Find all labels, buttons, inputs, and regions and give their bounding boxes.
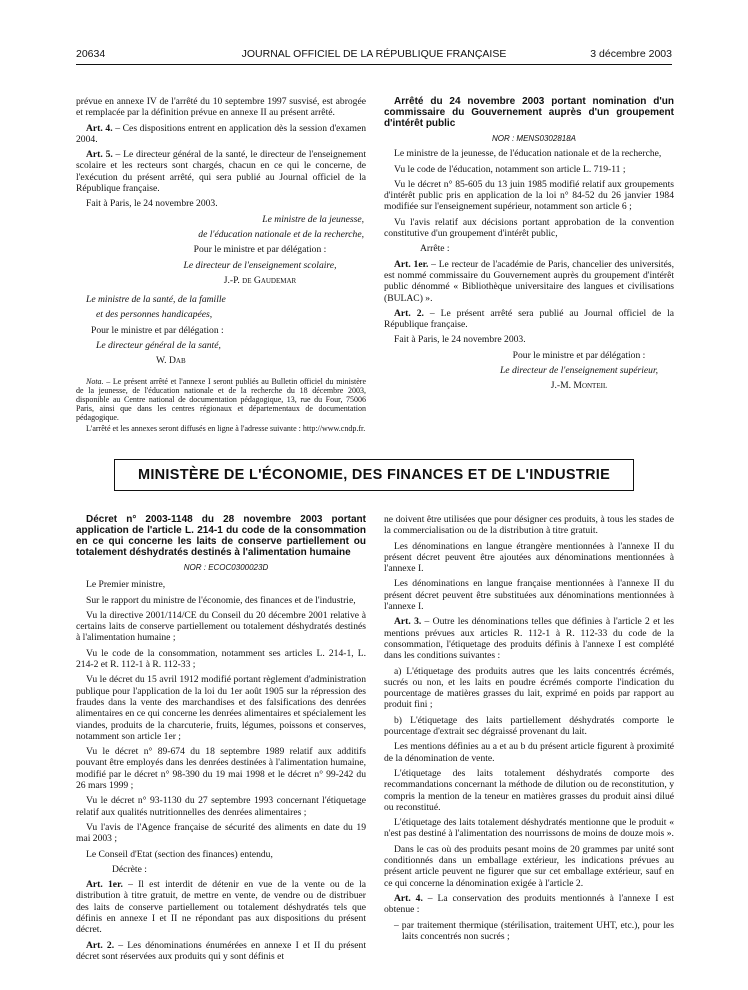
article-label: Art. 1er. <box>394 258 429 270</box>
paragraph: Le Premier ministre, <box>86 579 166 591</box>
nor-reference: NOR : ECOC0300023D <box>183 563 269 572</box>
paragraph: Vu le décret n° 89-674 du 18 septembre 1989 relatif aux additifs pouvant être employés dans les denrées destinées à l'alimentation humaine, modifié par le décret n° 98-390 du 19 mai 1998 et le décret n° 99-242 du 26 mars 1999 ; <box>76 746 366 792</box>
paragraph: Vu le décret n° 85-605 du 13 juin 1985 modifié relatif aux groupements d'intérêt public pris en application de la loi n° 84-52 du 26 janvier 1984 modifiée sur l'enseignement supérieur, notamment son article 6 ; <box>384 178 674 213</box>
paragraph: Vu le décret n° 93-1130 du 27 septembre 1993 concernant l'étiquetage relatif aux qualités nutritionnelles des denrées alimentaires ; <box>76 795 366 818</box>
item-a: a) L'étiquetage des produits autres que les laits concentrés écrémés, sucrés ou non, et les laits en poudre écrémés comporte l'indication du pourcentage de matières grasses du lait, exprimé en poids par rapport au produit fini ; <box>384 665 674 711</box>
article-4 <box>384 893 674 916</box>
sig-line: Le ministre de la santé, de la famille <box>86 294 226 306</box>
issue-date: 3 décembre 2003 <box>590 48 672 60</box>
article-text: – Le directeur général de la santé, le directeur de l'enseignement scolaire et les recteurs sont chargés, chacun en ce qui le concerne, de l'exécution du présent arrêté, qui sera publié au Journal officiel de la République française. <box>76 149 366 195</box>
sig-line: de l'éducation nationale et de la recherche, <box>198 228 364 240</box>
paragraph: Les dénominations en langue étrangère mentionnées à l'annexe II du présent décret peuvent être ajoutées aux dénominations mentionnées à l'annexe I. <box>384 540 674 575</box>
article-2 <box>76 940 366 963</box>
paragraph: Vu l'avis relatif aux décisions portant approbation de la convention constitutive d'un groupement d'intérêt public, <box>384 216 674 240</box>
decree-title: Arrêté du 24 novembre 2003 portant nomination d'un commissaire du Gouvernement auprès d'un groupement d'intérêt public <box>384 96 674 129</box>
nota <box>76 377 366 433</box>
bottom-right-column <box>384 514 674 942</box>
article-1 <box>384 259 674 304</box>
article-text: – Ces dispositions entrent en application dès la session d'examen 2004. <box>76 122 367 145</box>
article-1 <box>76 879 366 935</box>
paragraph: Vu l'avis de l'Agence française de sécurité des aliments en date du 19 mai 2003 ; <box>76 821 366 845</box>
signatory-name: J.-P. de Gaudemar <box>223 274 297 286</box>
article-text: – La conservation des produits mentionnés à l'annexe I est obtenue : <box>384 892 675 916</box>
paragraph: prévue en annexe IV de l'arrêté du 10 septembre 1997 susvisé, est abrogée et remplacée par la définition prévue en annexe II au présent arrêté. <box>76 96 366 119</box>
nota-label: Nota. <box>86 376 104 386</box>
paragraph: Vu le code de la consommation, notamment ses articles L. 214-1, L. 214-2 et R. 112-1 à R. 112-33 ; <box>76 647 366 671</box>
article-label: Art. 5. <box>86 149 113 161</box>
dash-list <box>384 920 674 943</box>
top-left-column <box>76 96 366 434</box>
article-label: Art. 2. <box>86 939 115 951</box>
paragraph: Sur le rapport du ministre de l'économie, des finances et de l'industrie, <box>86 594 356 606</box>
sig-line: Le directeur de l'enseignement supérieur, <box>499 365 659 377</box>
signatory-name: J.-M. Monteil <box>550 380 608 392</box>
sig-line: Le ministre de la jeunesse, <box>262 213 364 225</box>
ministry-banner <box>114 459 634 491</box>
article-text: – Le présent arrêté sera publié au Journal officiel de la République française. <box>384 307 674 331</box>
article-text: – Les dénominations énumérées en annexe I et II du présent décret sont réservées aux produits qui y sont définis et <box>76 939 366 962</box>
article-label: Art. 4. <box>86 122 113 134</box>
decree-title: Décret n° 2003-1148 du 28 novembre 2003 portant application de l'article L. 214-1 du code de la consommation en ce qui concerne les laits de conserve partiellement ou totalement déshydratés destinés à l'alimentation humaine <box>76 514 366 558</box>
paragraph: L'étiquetage des laits totalement déshydratés comporte des recommandations concernant la méthode de dilution ou de reconstitution, y compris la mention de la teneur en matières grasses du produit ainsi dilué ou reconstitué. <box>384 767 674 813</box>
sig-line: Pour le ministre et par délégation : <box>193 244 327 256</box>
article-2 <box>384 308 674 331</box>
article-4 <box>76 123 366 146</box>
signature-block-2 <box>76 294 366 366</box>
arrete-line: Arrête : <box>420 243 450 255</box>
paragraph: Dans le cas où des produits pesant moins de 20 grammes par unité sont conditionnés dans un emballage extérieur, les indications prévues au présent article peuvent ne figurer que sur cet emballage extérieur, sauf en ce qui concerne la dénomination exigée à l'article 2. <box>384 843 674 889</box>
article-5 <box>76 149 366 194</box>
article-label: Art. 3. <box>394 616 422 628</box>
article-text: – Outre les dénominations telles que définies à l'article 2 et les mentions prévues aux articles R. 112-1 à R. 112-33 du code de la consommation, l'étiquetage des produits définis à l'annexe I est complété dans les conditions suivantes : <box>384 616 674 662</box>
paragraph: Vu la directive 2001/114/CE du Conseil du 20 décembre 2001 relative à certains laits de conserve partiellement ou totalement déshydratés destinés à l'alimentation humaine ; <box>76 609 366 644</box>
paragraph: ne doivent être utilisées que pour désigner ces produits, à tous les stades de la commercialisation ou de la distribution à titre gratuit. <box>384 514 674 537</box>
sig-line: Le directeur de l'enseignement scolaire, <box>183 259 337 271</box>
sig-line: Pour le ministre et par délégation : <box>91 324 224 336</box>
paragraph: Les dénominations en langue française mentionnées à l'annexe II du présent décret peuvent être substituées aux dénominations mentionnées à l'annexe I. <box>384 578 674 613</box>
paragraph: Vu le décret du 15 avril 1912 modifié portant règlement d'administration publique pour l'application de la loi du 1er août 1905 sur la répression des fraudes dans la vente des marchandises et des falsifications des denrées alimentaires en ce qui concerne les denrées alimentaires et spécialement les viandes, produits de la charcuterie, fruits, légumes, poissons et conserves, notamment son article 1er ; <box>76 674 366 742</box>
header-rule <box>76 64 672 65</box>
paragraph: L'étiquetage des laits totalement déshydratés mentionne que le produit « n'est pas destiné à l'alimentation des nourrissons de moins de douze mois ». <box>384 817 674 840</box>
article-text: – Le recteur de l'académie de Paris, chancelier des universités, est nommé commissaire du Gouvernement auprès du groupement d'intérêt public dénommé « Bibliothèque universitaire des langues et civilisations (BULAC) ». <box>384 258 674 304</box>
sig-line: Pour le ministre et par délégation : <box>512 349 646 361</box>
list-item: – par traitement thermique (stérilisation, traitement UHT, etc.), pour les laits concentrés non sucrés ; <box>394 919 674 942</box>
article-label: Art. 1er. <box>86 879 123 891</box>
decrete-line: Décrète : <box>112 863 147 875</box>
signature-block-1 <box>76 214 366 286</box>
top-right-column <box>384 96 674 396</box>
nota-paragraph: Nota. – Le présent arrêté et l'annexe I seront publiés au Bulletin officiel du ministère de la jeunesse, de l'éducation nationale et de la recherche du 18 décembre 2003, disponible au Centre national de documentation pédagogique, 13, rue du Four, 75006 Paris, ainsi que dans les centres régionaux et départementaux de documentation pédagogique. <box>76 376 366 423</box>
signatory-name: W. Dab <box>156 355 186 367</box>
paragraph: Le Conseil d'Etat (section des finances) entendu, <box>86 848 273 860</box>
page-header <box>76 48 672 64</box>
sig-line: et des personnes handicapées, <box>96 309 213 321</box>
nor-reference: NOR : MENS0302818A <box>491 134 577 143</box>
paragraph: Le ministre de la jeunesse, de l'éducation nationale et de la recherche, <box>394 148 662 160</box>
nota-paragraph: L'arrêté et les annexes seront diffusés en ligne à l'adresse suivante : http://www.cndp.fr. <box>86 423 366 433</box>
article-text: – Il est interdit de détenir en vue de la vente ou de la distribution à titre gratuit, de mettre en vente, de vendre ou de distribuer des laits de conserve partiellement ou totalement déshydratés tels que définis en annexe I et II ne répondant pas aux dispositions du présent décret. <box>76 879 366 936</box>
page-number: 20634 <box>76 48 106 60</box>
journal-title: JOURNAL OFFICIEL DE LA RÉPUBLIQUE FRANÇAISE <box>241 48 507 60</box>
article-3 <box>384 616 674 661</box>
sig-line: Le directeur général de la santé, <box>96 340 221 352</box>
signature-block <box>384 350 674 392</box>
ministry-title: MINISTÈRE DE L'ÉCONOMIE, DES FINANCES ET DE L'INDUSTRIE <box>137 467 611 483</box>
bottom-left-column <box>76 514 366 966</box>
article-label: Art. 4. <box>394 892 423 904</box>
fait-line: Fait à Paris, le 24 novembre 2003. <box>394 334 526 346</box>
paragraph: Vu le code de l'éducation, notamment son article L. 719-11 ; <box>394 163 626 175</box>
item-b: b) L'étiquetage des laits partiellement déshydratés comporte le pourcentage d'extrait sec dégraissé provenant du lait. <box>384 714 674 738</box>
paragraph: Les mentions définies au a et au b du présent article figurent à proximité de la dénomination de vente. <box>384 741 674 764</box>
fait-line: Fait à Paris, le 24 novembre 2003. <box>86 198 218 210</box>
article-label: Art. 2. <box>394 307 424 319</box>
